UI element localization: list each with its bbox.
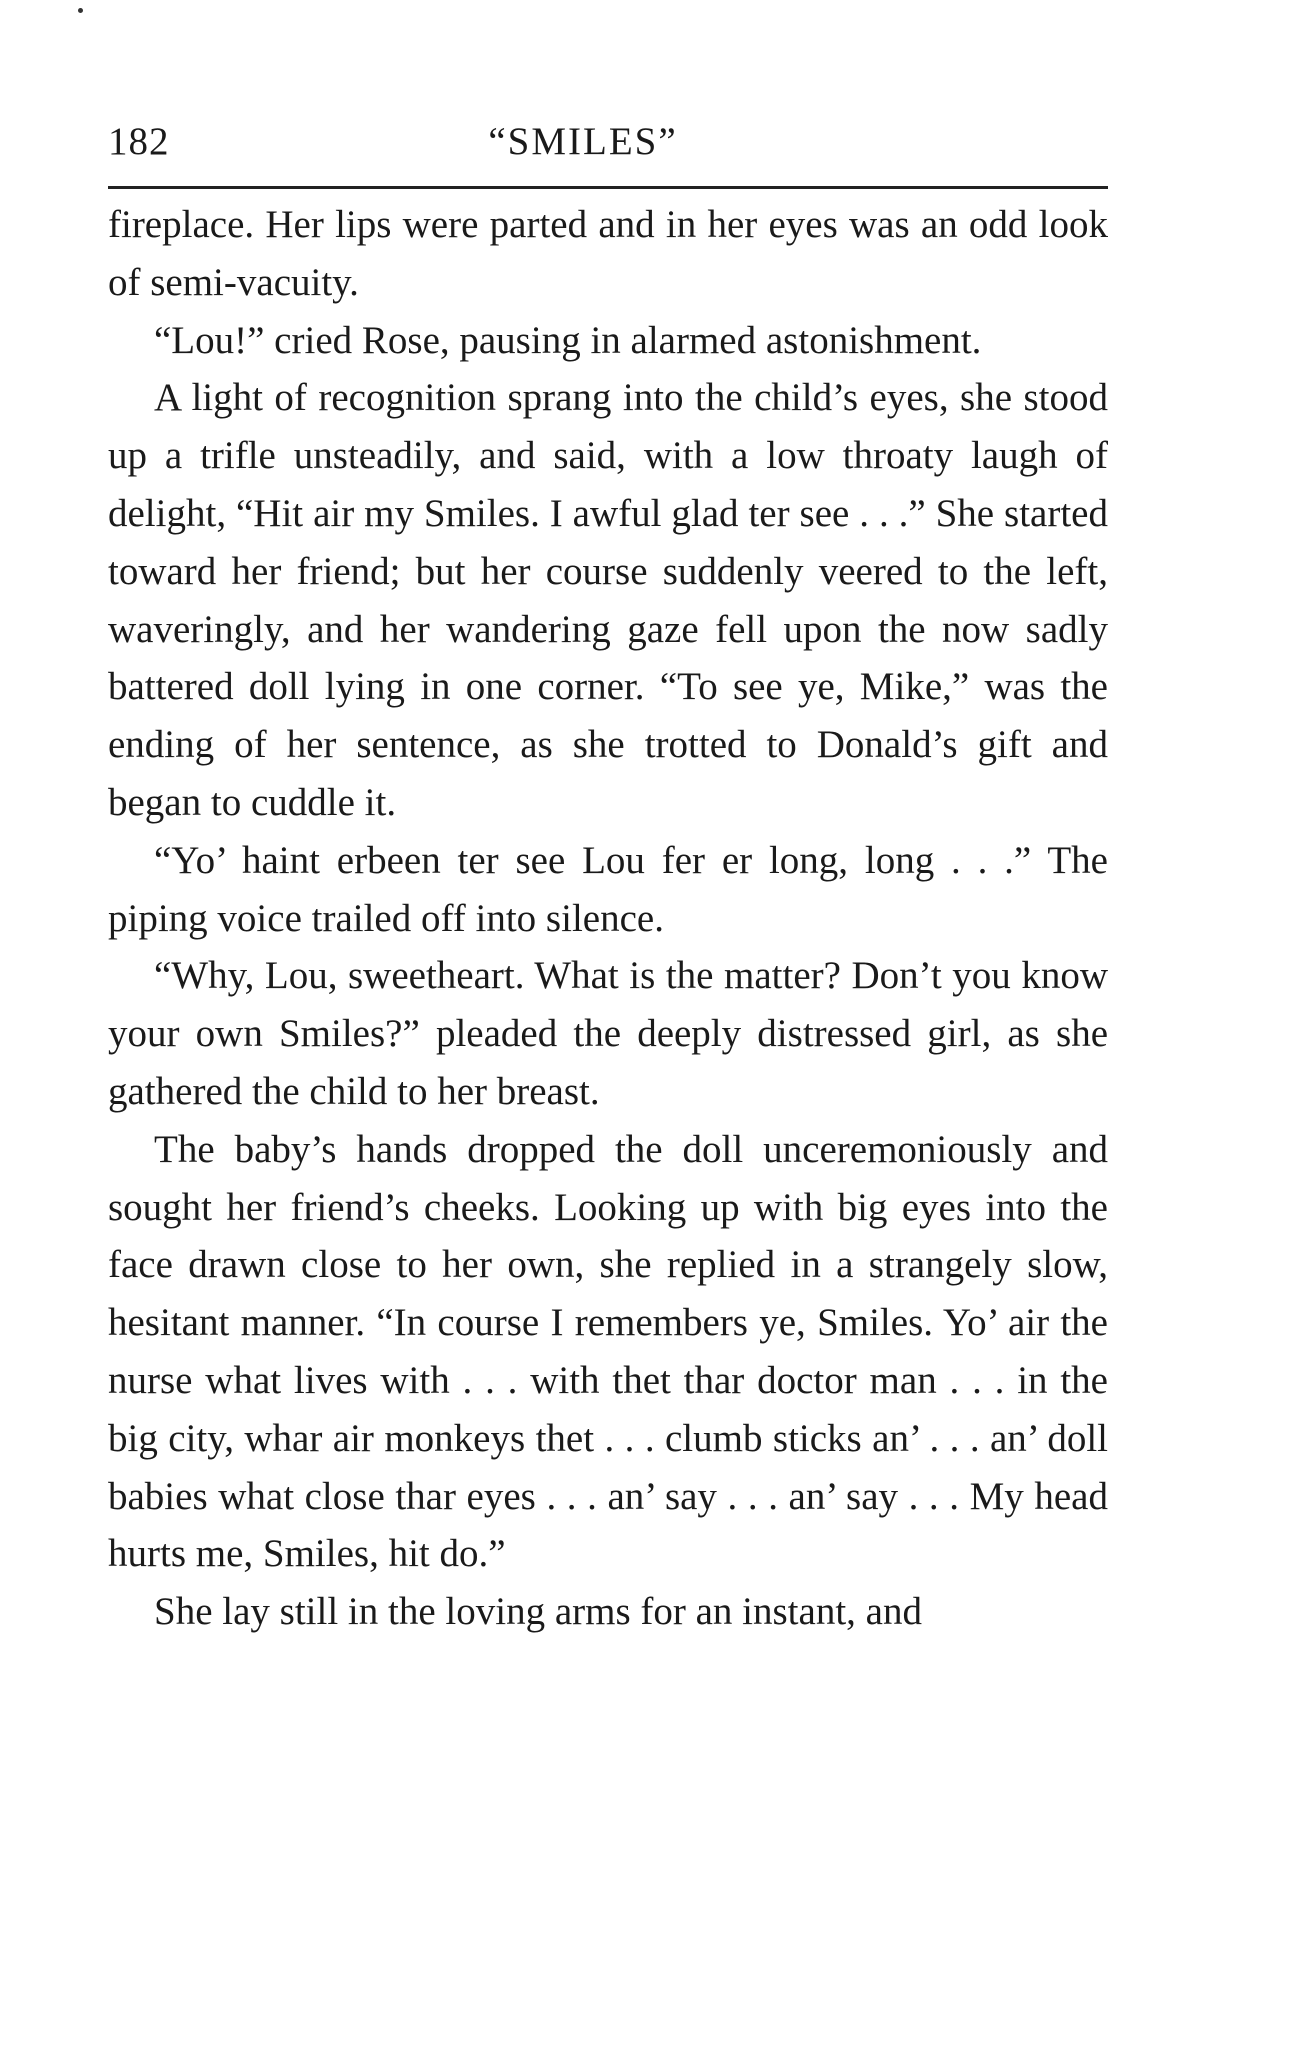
paragraph: A light of recognition sprang into the child’s eyes, she stood up a trifle unsteadily, and said, with a low throaty laugh of delight, “Hit air my Smiles. I awful glad ter see . . .” She started toward her friend; but her course suddenly veered to the left, waveringly, and her wandering gaze fell upon the now sadly battered doll lying in one corner. “To see ye, Mike,” was the ending of her sentence, as she trotted to Donald’s gift and began to cuddle it. [108,376,1108,824]
ink-speck [78,8,83,13]
paragraph: “Why, Lou, sweetheart. What is the matter? Don’t you know your own Smiles?” pleaded the deeply distressed girl, as she gathered the child to her breast. [108,954,1108,1113]
paragraph: fireplace. Her lips were parted and in her eyes was an odd look of semi-vacuity. [108,203,1108,304]
header-rule [108,186,1108,189]
paragraph: The baby’s hands dropped the doll unceremoniously and sought her friend’s cheeks. Looking up with big eyes into the face drawn close to her own, she replied in a strangely slow, hesitant manner. “In course I remembers ye, Smiles. Yo’ air the nurse what lives with . . . with thet thar doctor man . . . in the big city, whar air monkeys thet . . . clumb sticks an’ . . . an’ doll babies what close thar eyes . . . an’ say . . . an’ say . . . My head hurts me, Smiles, hit do.” [108,1127,1108,1576]
paragraph: She lay still in the loving arms for an instant, and [154,1590,922,1634]
running-title: “SMILES” [488,120,678,163]
paragraph: “Lou!” cried Rose, pausing in alarmed astonishment. [154,318,982,362]
page-header [108,112,1108,172]
page-number: 182 [108,120,170,163]
paragraph: “Yo’ haint erbeen ter see Lou fer er long, long . . .” The piping voice trailed off into silence. [108,838,1108,940]
body-text [108,196,1108,1641]
